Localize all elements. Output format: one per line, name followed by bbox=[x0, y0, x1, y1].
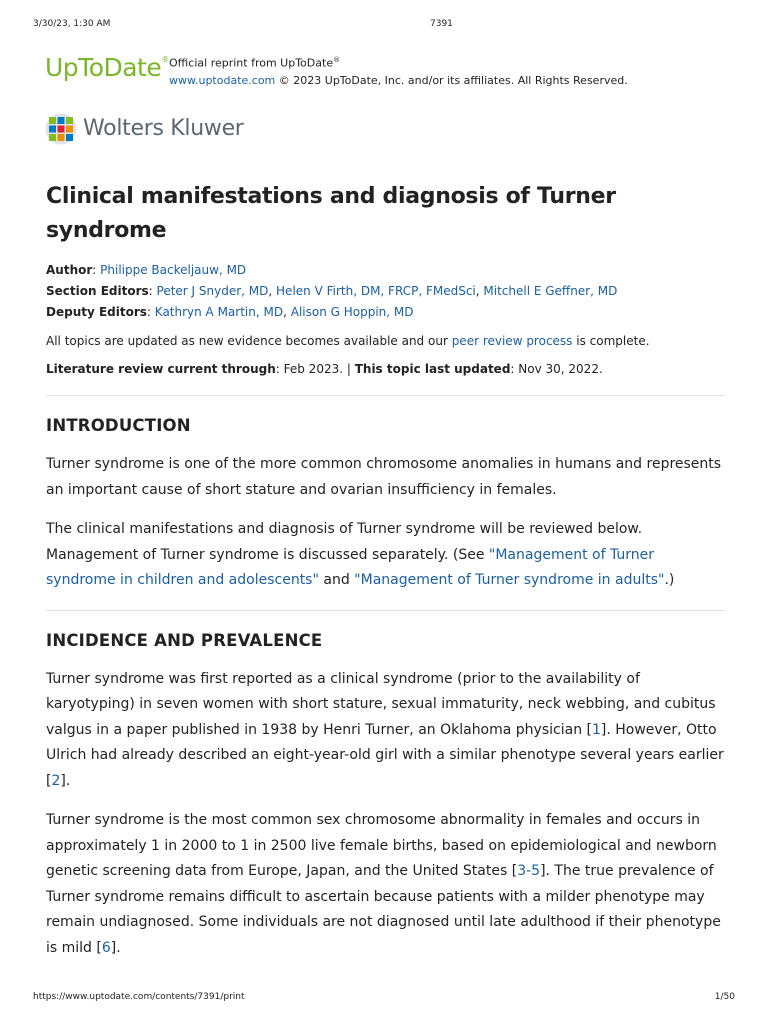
reference-link[interactable]: 3-5 bbox=[517, 863, 541, 879]
page-number: 1/50 bbox=[714, 992, 735, 1002]
print-timestamp: 3/30/23, 1:30 AM bbox=[33, 19, 111, 29]
article-title: Clinical manifestations and diagnosis of Turner syndrome bbox=[46, 184, 616, 243]
reprint-notice: Official reprint from UpToDate® www.uptodate.com © 2023 UpToDate, Inc. and/or its affiliates. All Rights Reserved. bbox=[169, 56, 628, 87]
wolters-kluwer-mosaic-icon bbox=[45, 113, 77, 145]
brand-header bbox=[45, 50, 745, 90]
section-divider bbox=[46, 395, 726, 396]
deputy-editors-line: Deputy Editors: Kathryn A Martin, MD, Alison G Hoppin, MD bbox=[46, 305, 414, 319]
peer-review-link[interactable]: peer review process bbox=[451, 334, 573, 348]
management-children-link[interactable]: "Management of Turner syndrome in children and adolescents" bbox=[46, 546, 655, 588]
uptodate-logo[interactable]: UpToDate® bbox=[45, 53, 169, 82]
publisher-logo bbox=[45, 113, 305, 147]
author-link[interactable]: Philippe Backeljauw, MD bbox=[100, 263, 247, 277]
paragraph: Turner syndrome was first reported as a clinical syndrome (prior to the availability of karyotyping) in seven women with short stature, sexual immaturity, neck webbing, and cubitus valgus in a paper published in 1938 by Henri Turner, an Oklahoma physician [1]. However, Otto Ulrich had already described an eight-year-old girl with a similar phenotype several years earlier [2]. bbox=[46, 670, 724, 789]
management-adults-link[interactable]: "Management of Turner syndrome in adults" bbox=[354, 572, 665, 588]
print-url: https://www.uptodate.com/contents/7391/print bbox=[33, 992, 245, 1002]
author-line: Author: Philippe Backeljauw, MD bbox=[46, 263, 247, 277]
copyright-text: © 2023 UpToDate, Inc. and/or its affiliates. All Rights Reserved. bbox=[275, 73, 628, 87]
section-heading-incidence: INCIDENCE AND PREVALENCE bbox=[46, 630, 323, 650]
editor-link[interactable]: Mitchell E Geffner, MD bbox=[483, 284, 618, 298]
article bbox=[46, 180, 726, 975]
reference-link[interactable]: 1 bbox=[591, 721, 601, 738]
section-divider bbox=[46, 610, 726, 611]
literature-review-line: Literature review current through: Feb 2023. | This topic last updated: Nov 30, 2022. bbox=[46, 362, 603, 376]
print-header bbox=[0, 19, 768, 31]
paragraph: Turner syndrome is one of the more common chromosome anomalies in humans and represents an important cause of short stature and ovarian insufficiency in females. bbox=[46, 456, 722, 498]
article-credits bbox=[46, 260, 726, 323]
reference-link[interactable]: 2 bbox=[51, 772, 61, 789]
section-heading-introduction: INTRODUCTION bbox=[46, 416, 191, 435]
paragraph: Turner syndrome is the most common sex chromosome abnormality in females and occurs in approximately 1 in 2000 to 1 in 2500 live female births, based on epidemiological and newborn genetic screening data from Europe, Japan, and the United States [3-5]. The true prevalence of Turner syndrome remains difficult to ascertain because patients with a milder phenotype may remain undiagnosed. Some individuals are not diagnosed until late adulthood if their phenotype is mild [6]. bbox=[46, 812, 721, 956]
editor-link[interactable]: Helen V Firth, DM, FRCP, FMedSci bbox=[276, 284, 476, 298]
reference-link[interactable]: 6 bbox=[101, 939, 111, 956]
print-footer bbox=[0, 992, 768, 1004]
print-page-title: 7391 bbox=[430, 19, 453, 29]
deputy-editor-link[interactable]: Alison G Hoppin, MD bbox=[290, 305, 414, 319]
update-note: All topics are updated as new evidence becomes available and our peer review process is complete. bbox=[46, 334, 650, 348]
site-link[interactable]: www.uptodate.com bbox=[169, 73, 276, 87]
section-editors-line: Section Editors: Peter J Snyder, MD, Helen V Firth, DM, FRCP, FMedSci, Mitchell E Geffner, MD bbox=[46, 284, 618, 298]
paragraph: The clinical manifestations and diagnosis of Turner syndrome will be reviewed below. Management of Turner syndrome is discussed separately. (See "Management of Turner syndrome in children and adolescents" and "Management of Turner syndrome in adults".) bbox=[46, 521, 675, 588]
publisher-name: Wolters Kluwer bbox=[83, 116, 244, 141]
deputy-editor-link[interactable]: Kathryn A Martin, MD bbox=[154, 305, 284, 319]
editor-link[interactable]: Peter J Snyder, MD bbox=[156, 284, 269, 298]
reprint-line: Official reprint from UpToDate bbox=[169, 56, 334, 70]
